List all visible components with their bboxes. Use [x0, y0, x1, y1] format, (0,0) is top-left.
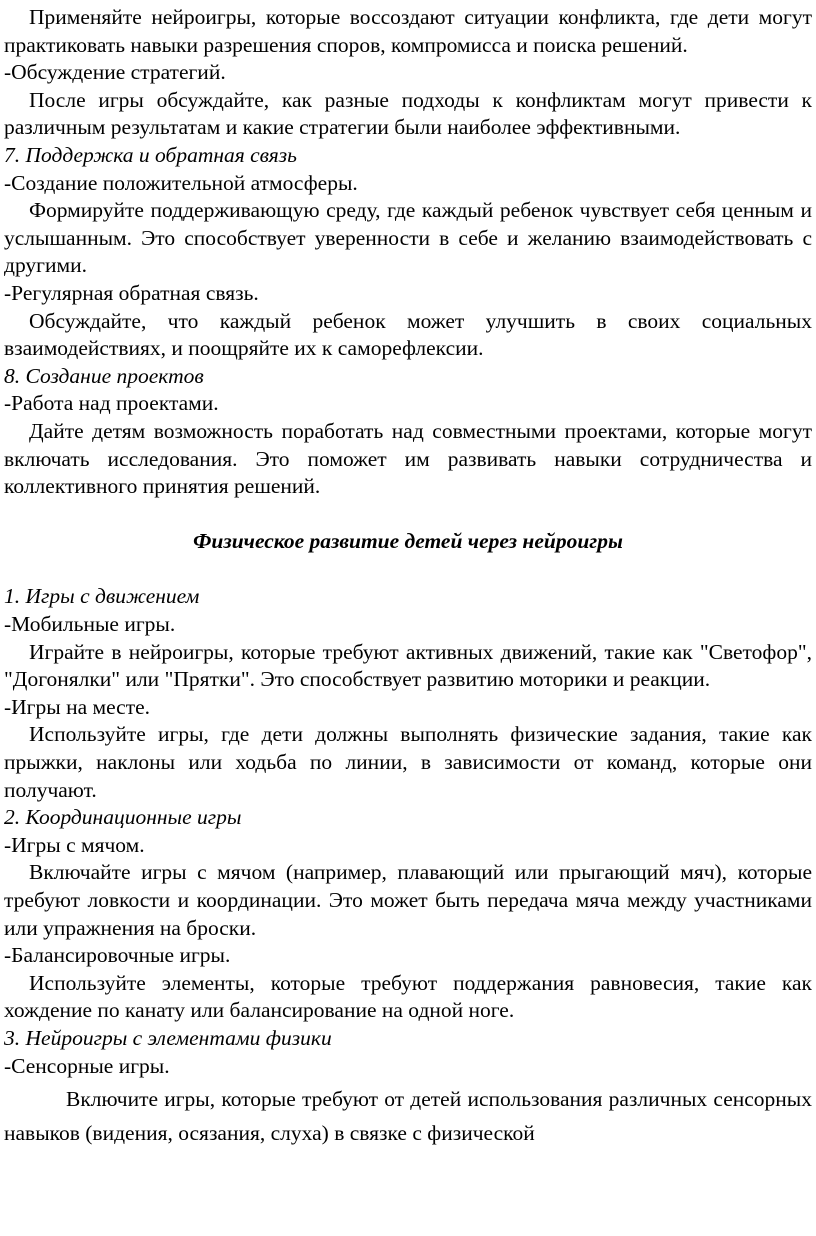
list-item-heading: -Игры с мячом.	[4, 832, 145, 857]
paragraph: Формируйте поддерживающую среду, где каждый ребенок чувствует себя ценным и услышанным. Это способствует уверенности в себе и желанию взаимодействовать с другими.	[4, 198, 812, 278]
paragraph: После игры обсуждайте, как разные подходы к конфликтам могут привести к различным результатам и какие стратегии были наиболее эффективными.	[4, 87, 812, 140]
paragraph: Играйте в нейроигры, которые требуют активных движений, такие как "Светофор", "Догонялки" или "Прятки". Это способствует развитию моторики и реакции.	[4, 639, 812, 692]
subsection-heading: 7. Поддержка и обратная связь	[4, 142, 297, 167]
section-title: Физическое развитие детей через нейроигры	[193, 529, 623, 554]
list-item-heading: -Работа над проектами.	[4, 391, 219, 416]
list-item-heading: -Игры на месте.	[4, 694, 151, 719]
subsection-heading: 3. Нейроигры с элементами физики	[4, 1025, 332, 1050]
list-item-heading: -Балансировочные игры.	[4, 943, 231, 968]
paragraph: Применяйте нейроигры, которые воссоздают ситуации конфликта, где дети могут практиковать навыки разрешения споров, компромисса и поиска решений.	[4, 5, 812, 57]
list-item-heading: -Создание положительной атмосферы.	[4, 170, 358, 195]
list-item-heading: -Мобильные игры.	[4, 612, 176, 637]
list-item-heading: -Сенсорные игры.	[4, 1053, 170, 1078]
paragraph: Включайте игры с мячом (например, плавающий или прыгающий мяч), которые требуют ловкости и координации. Это может быть передача мяча между участниками или упражнения на броски.	[4, 860, 812, 940]
list-item-heading: -Обсуждение стратегий.	[4, 60, 226, 85]
subsection-heading: 2. Координационные игры	[4, 805, 242, 830]
paragraph: Включите игры, которые требуют от детей использования различных сенсорных навыков (видения, осязания, слуха) в связке с физической	[4, 1087, 812, 1146]
paragraph: Используйте игры, где дети должны выполнять физические задания, такие как прыжки, наклоны или ходьба по линии, в зависимости от команд, которые они получают.	[4, 722, 812, 802]
paragraph: Обсуждайте, что каждый ребенок может улучшить в своих социальных взаимодействиях, и поощряйте их к саморефлексии.	[4, 308, 812, 361]
paragraph: Используйте элементы, которые требуют поддержания равновесия, такие как хождение по канату или балансирование на одной ноге.	[4, 970, 812, 1023]
subsection-heading: 8. Создание проектов	[4, 363, 204, 388]
subsection-heading: 1. Игры с движением	[4, 584, 200, 609]
paragraph: Дайте детям возможность поработать над совместными проектами, которые могут включать исследования. Это поможет им развивать навыки сотрудничества и коллективного принятия решений.	[4, 418, 812, 499]
list-item-heading: -Регулярная обратная связь.	[4, 280, 259, 305]
